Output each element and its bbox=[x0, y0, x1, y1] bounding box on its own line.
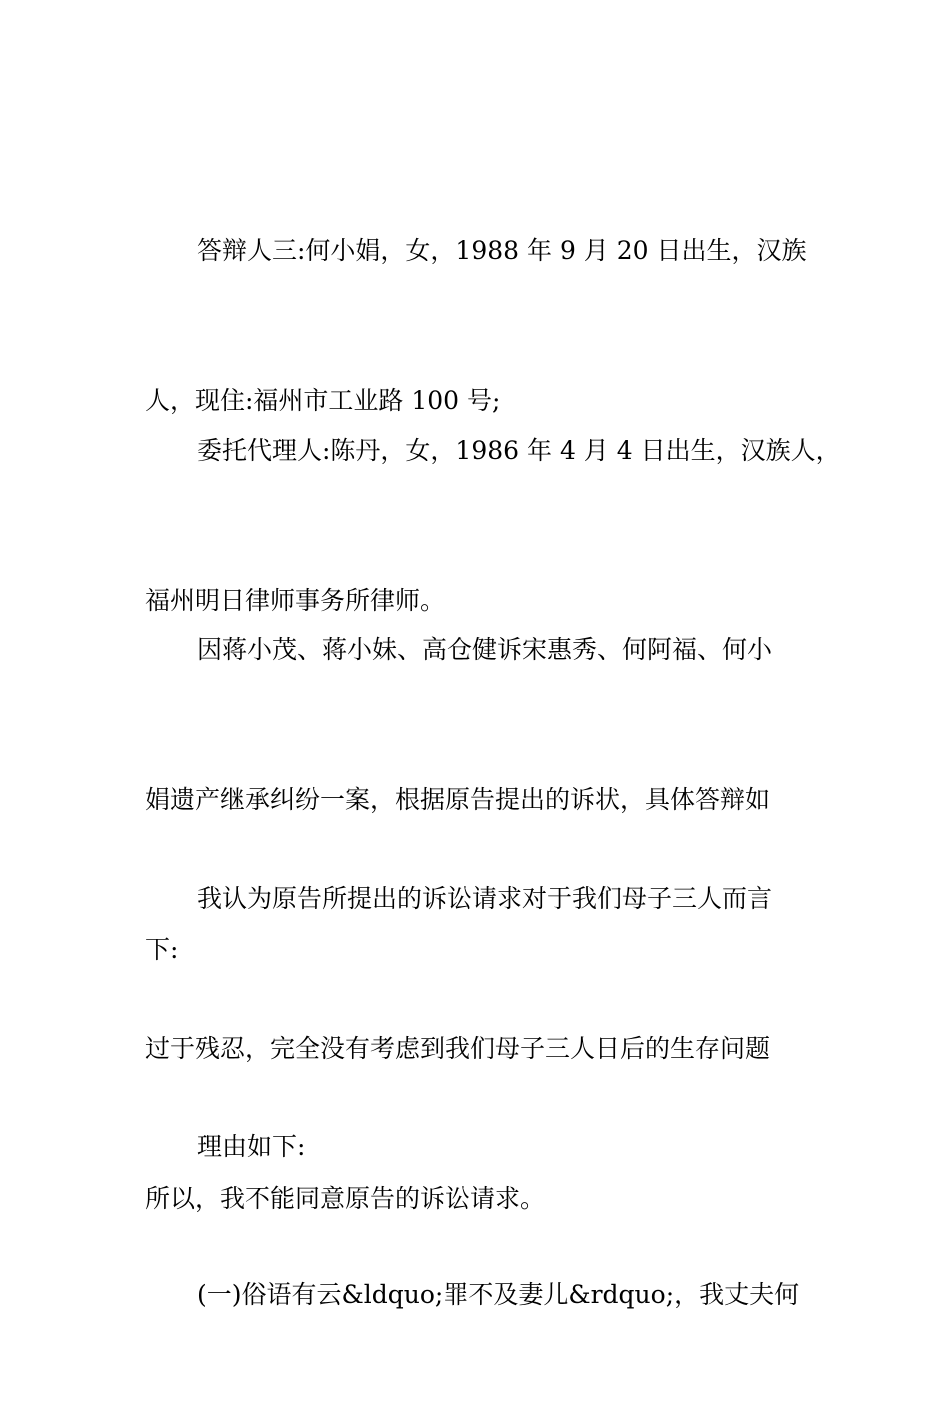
text-line: 所以，我不能同意原告的诉讼请求。 bbox=[145, 1184, 546, 1213]
text-line: 福州明日律师事务所律师。 bbox=[145, 586, 446, 615]
text-line: 我认为原告所提出的诉讼请求对于我们母子三人而言 bbox=[197, 884, 773, 913]
text-line: 过于残忍，完全没有考虑到我们母子三人日后的生存问题 bbox=[145, 1034, 771, 1063]
text-line: 因蒋小茂、蒋小妹、高仓健诉宋惠秀、何阿福、何小 bbox=[197, 635, 773, 664]
text-line: 理由如下: bbox=[197, 1132, 306, 1161]
text-line: 答辩人三:何小娟，女，1988 年 9 月 20 日出生，汉族 bbox=[197, 236, 807, 265]
text-line: 娟遗产继承纠纷一案，根据原告提出的诉状，具体答辩如 bbox=[145, 785, 771, 814]
text-line: 委托代理人:陈丹，女，1986 年 4 月 4 日出生，汉族人， bbox=[197, 436, 841, 465]
text-line: 下: bbox=[145, 935, 179, 964]
paragraph-reason-one bbox=[145, 1170, 815, 1420]
text-line: (一)俗语有云&ldquo;罪不及妻儿&rdquo;，我丈夫何 bbox=[197, 1280, 800, 1309]
text-line: 人，现住:福州市工业路 100 号; bbox=[145, 386, 501, 415]
